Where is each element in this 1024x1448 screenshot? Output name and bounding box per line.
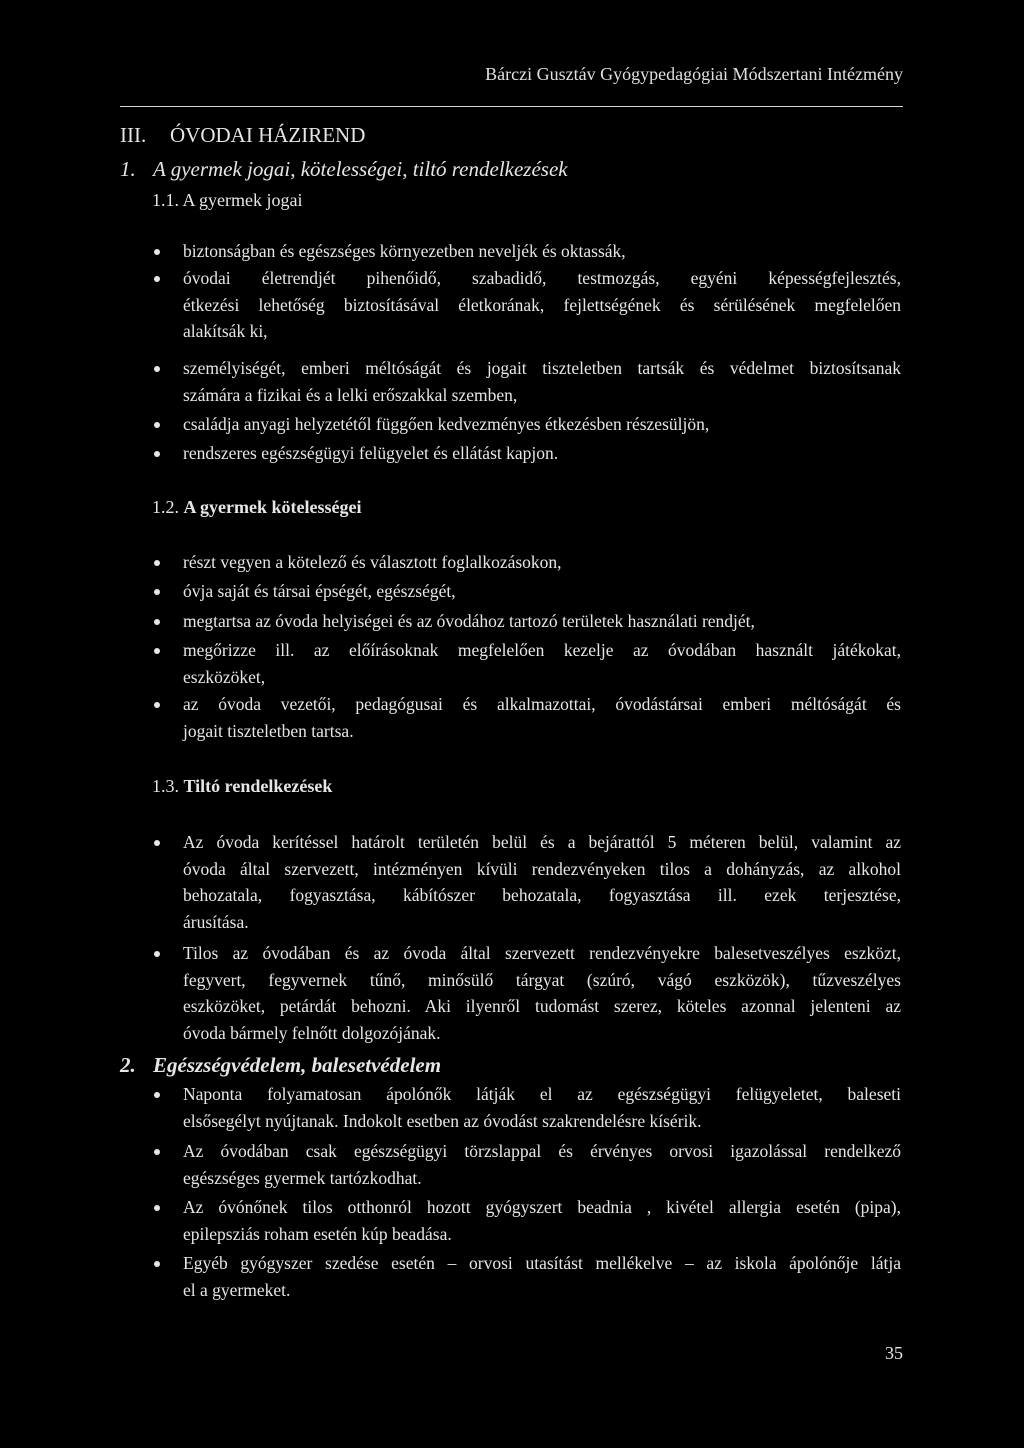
section-1-heading <box>120 156 568 182</box>
list-item: Naponta folyamatosan ápolónők látják el az egészségügyi felügyeletet, baleseti elsősegélyt nyújtanak. Indokolt esetben az óvodást szakrendelésre kísérik. <box>183 1081 901 1134</box>
bullet-icon <box>154 648 160 654</box>
section-2-title: Egészségvédelem, balesetvédelem <box>153 1053 442 1077</box>
bullet-icon <box>154 951 160 957</box>
bullet-icon <box>154 1261 160 1267</box>
bullet-icon <box>154 702 160 708</box>
bullet-icon <box>154 619 160 625</box>
bullet-icon <box>154 1205 160 1211</box>
bullet-icon <box>154 451 160 457</box>
list-item: Az óvoda kerítéssel határolt területén belül és a bejárattól 5 méteren belül, valamint az óvoda által szervezett, intézményen kívüli rendezvényeken tilos a dohányzás, az alkohol behozatala, fogyasztása, kábítószer behozatala, fogyasztása ill. ezek terjesztése, árusítása. <box>183 829 901 935</box>
part-heading <box>120 122 365 148</box>
part-title: ÓVODAI HÁZIREND <box>170 123 366 147</box>
subsection-1-1-title: A gyermek jogai <box>182 190 303 210</box>
running-header: Bárczi Gusztáv Gyógypedagógiai Módszertani Intézmény <box>485 64 903 84</box>
bullet-icon <box>154 589 160 595</box>
subsection-1-2-heading <box>152 495 361 519</box>
list-item: óvja saját és társai épségét, egészségét, <box>183 578 901 605</box>
list-item: Az óvodában csak egészségügyi törzslappal és érvényes orvosi igazolással rendelkező egészséges gyermek tartózkodhat. <box>183 1138 901 1191</box>
section-2-number: 2. <box>120 1053 136 1077</box>
subsection-1-3-number: 1.3. <box>152 776 179 796</box>
bullet-icon <box>154 422 160 428</box>
section-1-number: 1. <box>120 157 136 181</box>
header-rule <box>120 106 903 107</box>
list-item: rendszeres egészségügyi felügyelet és ellátást kapjon. <box>183 440 901 467</box>
subsection-1-3-title: Tiltó rendelkezések <box>183 776 333 796</box>
section-2-heading <box>120 1052 441 1078</box>
bullet-icon <box>154 1149 160 1155</box>
subsection-1-2-title: A gyermek kötelességei <box>183 497 362 517</box>
list-item: megtartsa az óvoda helyiségei és az óvodához tartozó területek használati rendjét, <box>183 608 901 635</box>
list-item: részt vegyen a kötelező és választott foglalkozásokon, <box>183 549 901 576</box>
list-item: Egyéb gyógyszer szedése esetén – orvosi utasítást mellékelve – az iskola ápolónője látja el a gyermeket. <box>183 1250 901 1303</box>
bullet-icon <box>154 1092 160 1098</box>
part-number: III. <box>120 123 147 147</box>
bullet-icon <box>154 840 160 846</box>
bullet-icon <box>154 249 160 255</box>
list-item: személyiségét, emberi méltóságát és jogait tiszteletben tartsák és védelmet biztosítsanak számára a fizikai és a lelki erőszakkal szemben, <box>183 355 901 408</box>
list-item: biztonságban és egészséges környezetben neveljék és oktassák, <box>183 238 901 265</box>
bullet-icon <box>154 560 160 566</box>
list-item: megőrizze ill. az előírásoknak megfelelően kezelje az óvodában használt játékokat, eszközöket, <box>183 637 901 690</box>
list-item: családja anyagi helyzetétől függően kedvezményes étkezésben részesüljön, <box>183 411 901 438</box>
bullet-icon <box>154 276 160 282</box>
list-item: Az óvónőnek tilos otthonról hozott gyógyszert beadnia , kivétel allergia esetén (pipa), epilepsziás roham esetén kúp beadása. <box>183 1194 901 1247</box>
subsection-1-2-number: 1.2. <box>152 497 179 517</box>
bullet-icon <box>154 366 160 372</box>
subsection-1-3-heading <box>152 774 332 798</box>
section-1-title: A gyermek jogai, kötelességei, tiltó rendelkezések <box>153 157 568 181</box>
list-item: az óvoda vezetői, pedagógusai és alkalmazottai, óvodástársai emberi méltóságát és jogait tiszteletben tartsa. <box>183 691 901 744</box>
list-item: óvodai életrendjét pihenőidő, szabadidő, testmozgás, egyéni képességfejlesztés, étkezési lehetőség biztosításával életkorának, fejlettségének és sérülésének megfelelően alakítsák ki, <box>183 265 901 345</box>
list-item: Tilos az óvodában és az óvoda által szervezett rendezvényekre balesetveszélyes eszközt, fegyvert, fegyvernek tűnő, minősülő tárgyat (szúró, vágó eszközök), tűzveszélyes eszközöket, petárdát behozni. Aki ilyenről tudomást szerez, köteles azonnal jelenteni az óvoda bármely felnőtt dolgozójának. <box>183 940 901 1046</box>
subsection-1-1-heading <box>152 188 303 212</box>
subsection-1-1-number: 1.1. <box>152 190 179 210</box>
page-number: 35 <box>885 1343 903 1363</box>
